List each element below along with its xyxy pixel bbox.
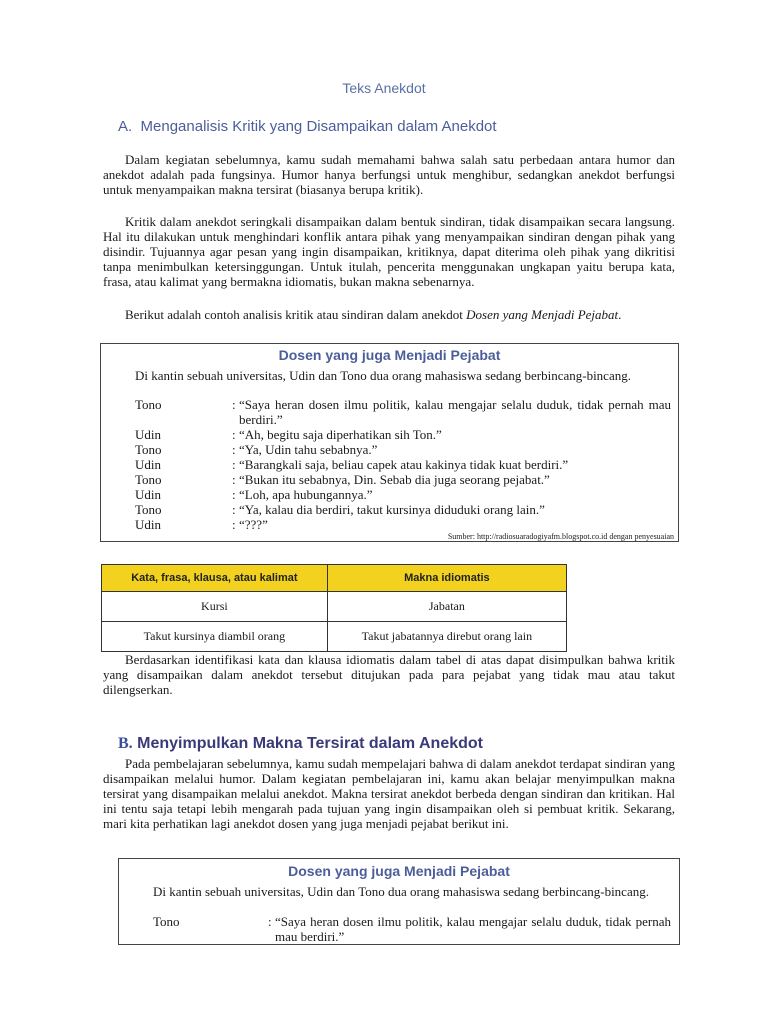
dialogue-speaker: Udin <box>135 487 161 502</box>
idiom-table-header <box>102 565 567 592</box>
section-a-title: Menganalisis Kritik yang Disampaikan dalam Anekdot <box>140 118 497 135</box>
table-row <box>102 592 567 622</box>
dialogue-speaker: Tono <box>135 472 162 487</box>
paragraph-a3 <box>103 307 675 322</box>
dialogue-speaker: Tono <box>153 914 180 929</box>
dialogue-line <box>135 517 671 532</box>
dialogue-line <box>135 487 671 502</box>
paragraph-b1-text: Pada pembelajaran sebelumnya, kamu sudah mempelajari bahwa di dalam anekdot terdapat sindiran yang disampaikan melalui humor. Dalam kegiatan pembelajaran ini, kamu akan belajar menyimpulkan makna tersirat yang disampaikan melalui anekdot. Makna tersirat anekdot berbeda dengan sindiran dan kritikan. Hal ini tentu saja tetapi lebih mengarah pada tujuan yang ingin disampaikan oleh si pembuat kritik. Sekarang, mari kita perhatikan lagi anekdot dosen yang juga menjadi pejabat berikut ini. <box>103 756 675 831</box>
anecdote-box-1-intro: Di kantin sebuah universitas, Udin dan Tono dua orang mahasiswa sedang berbincang-bincang. <box>135 368 631 383</box>
anecdote-title-ref: Dosen yang Menjadi Pejabat <box>466 307 619 322</box>
section-b-heading <box>118 735 483 753</box>
dialogue-speaker: Tono <box>135 502 162 517</box>
dialogue-speaker: Udin <box>135 457 161 472</box>
source-citation: Sumber: http://radiosuaradogiyafm.blogspot.co.id dengan penyesuaian <box>447 532 674 541</box>
paragraph-a3-end: . <box>618 307 622 322</box>
dialogue-text: “Ya, Udin tahu sebabnya.” <box>239 442 378 457</box>
idiom-table-header-phrase: Kata, frasa, klausa, atau kalimat <box>102 565 328 592</box>
dialogue-text: “Saya heran dosen ilmu politik, kalau mengajar selalu duduk, tidak pernah mau berdiri.” <box>239 397 671 427</box>
dialogue-text: “Ya, kalau dia berdiri, takut kursinya diduduki orang lain.” <box>239 502 545 517</box>
anecdote-box-1 <box>100 343 679 542</box>
dialogue-colon: : <box>232 397 236 412</box>
dialogue-speaker: Udin <box>135 427 161 442</box>
dialogue-line <box>135 457 671 472</box>
anecdote-box-1-title: Dosen yang juga Menjadi Pejabat <box>278 347 501 363</box>
dialogue-line <box>135 472 671 487</box>
anecdote-box-2 <box>118 858 680 945</box>
dialogue-text: “Saya heran dosen ilmu politik, kalau mengajar selalu duduk, tidak pernah mau berdiri.” <box>275 914 671 944</box>
paragraph-a1-text: Dalam kegiatan sebelumnya, kamu sudah memahami bahwa salah satu perbedaan antara humor dan anekdot adalah pada fungsinya. Humor hanya berfungsi untuk menghibur, sedangkan anekdot berfungsi untuk menyampaikan makna tersirat (biasanya berupa kritik). <box>103 152 675 197</box>
paragraph-a3-text: Berikut adalah contoh analisis kritik atau sindiran dalam anekdot <box>125 307 463 322</box>
table-cell: Takut jabatannya direbut orang lain <box>327 622 566 652</box>
dialogue-colon: : <box>268 914 272 929</box>
page-title: Teks Anekdot <box>342 80 426 96</box>
dialogue-line <box>135 397 671 427</box>
idiom-table-header-meaning: Makna idiomatis <box>327 565 566 592</box>
section-b-letter: B. <box>118 735 133 752</box>
dialogue-text: “Barangkali saja, beliau capek atau kakinya tidak kuat berdiri.” <box>239 457 569 472</box>
dialogue-text: “Ah, begitu saja diperhatikan sih Ton.” <box>239 427 442 442</box>
dialogue-speaker: Tono <box>135 442 162 457</box>
table-row <box>102 622 567 652</box>
section-b-title: Menyimpulkan Makna Tersirat dalam Anekdot <box>137 735 483 752</box>
table-cell: Takut kursinya diambil orang <box>102 622 328 652</box>
paragraph-a2 <box>103 214 675 289</box>
table-cell: Jabatan <box>327 592 566 622</box>
dialogue-text: “???” <box>239 517 268 532</box>
dialogue-colon: : <box>232 487 236 502</box>
dialogue-speaker: Tono <box>135 397 162 412</box>
paragraph-a4 <box>103 652 675 697</box>
anecdote-box-2-title: Dosen yang juga Menjadi Pejabat <box>288 863 510 879</box>
dialogue-colon: : <box>232 502 236 517</box>
paragraph-a2-text: Kritik dalam anekdot seringkali disampaikan dalam bentuk sindiran, tidak disampaikan secara langsung. Hal itu dilakukan untuk menghindari konflik antara pihak yang menyampaikan sindiran dengan pihak yang disindir. Tujuannya agar pesan yang ingin disampaikan, kritiknya, dapat diterima oleh pihak yang dikritisi tanpa menimbulkan ketersinggungan. Untuk itulah, pencerita menggunakan ungkapan yaitu berupa kata, frasa, atau kalimat yang bermakna idiomatis, bukan makna sebenarnya. <box>103 214 675 289</box>
dialogue-text: “Bukan itu sebabnya, Din. Sebab dia juga seorang pejabat.” <box>239 472 550 487</box>
dialogue-colon: : <box>232 472 236 487</box>
idiom-table <box>101 564 567 652</box>
dialogue-colon: : <box>232 517 236 532</box>
dialogue-colon: : <box>232 427 236 442</box>
dialogue-colon: : <box>232 442 236 457</box>
section-a-letter: A. <box>118 118 133 135</box>
dialogue-line <box>135 442 671 457</box>
dialogue-line <box>153 914 671 944</box>
dialogue-line <box>135 502 671 517</box>
table-cell: Kursi <box>102 592 328 622</box>
dialogue-colon: : <box>232 457 236 472</box>
dialogue-line <box>135 427 671 442</box>
dialogue-text: “Loh, apa hubungannya.” <box>239 487 373 502</box>
paragraph-b1 <box>103 756 675 831</box>
dialogue-speaker: Udin <box>135 517 161 532</box>
paragraph-a4-text: Berdasarkan identifikasi kata dan klausa idiomatis dalam tabel di atas dapat disimpulkan bahwa kritik yang disampaikan dalam anekdot tersebut ditujukan pada para pejabat yang tidak mau atau takut dilengserkan. <box>103 652 675 697</box>
paragraph-a1 <box>103 152 675 197</box>
anecdote-box-2-intro: Di kantin sebuah universitas, Udin dan Tono dua orang mahasiswa sedang berbincang-bincang. <box>153 884 649 899</box>
section-a-heading <box>118 118 497 135</box>
